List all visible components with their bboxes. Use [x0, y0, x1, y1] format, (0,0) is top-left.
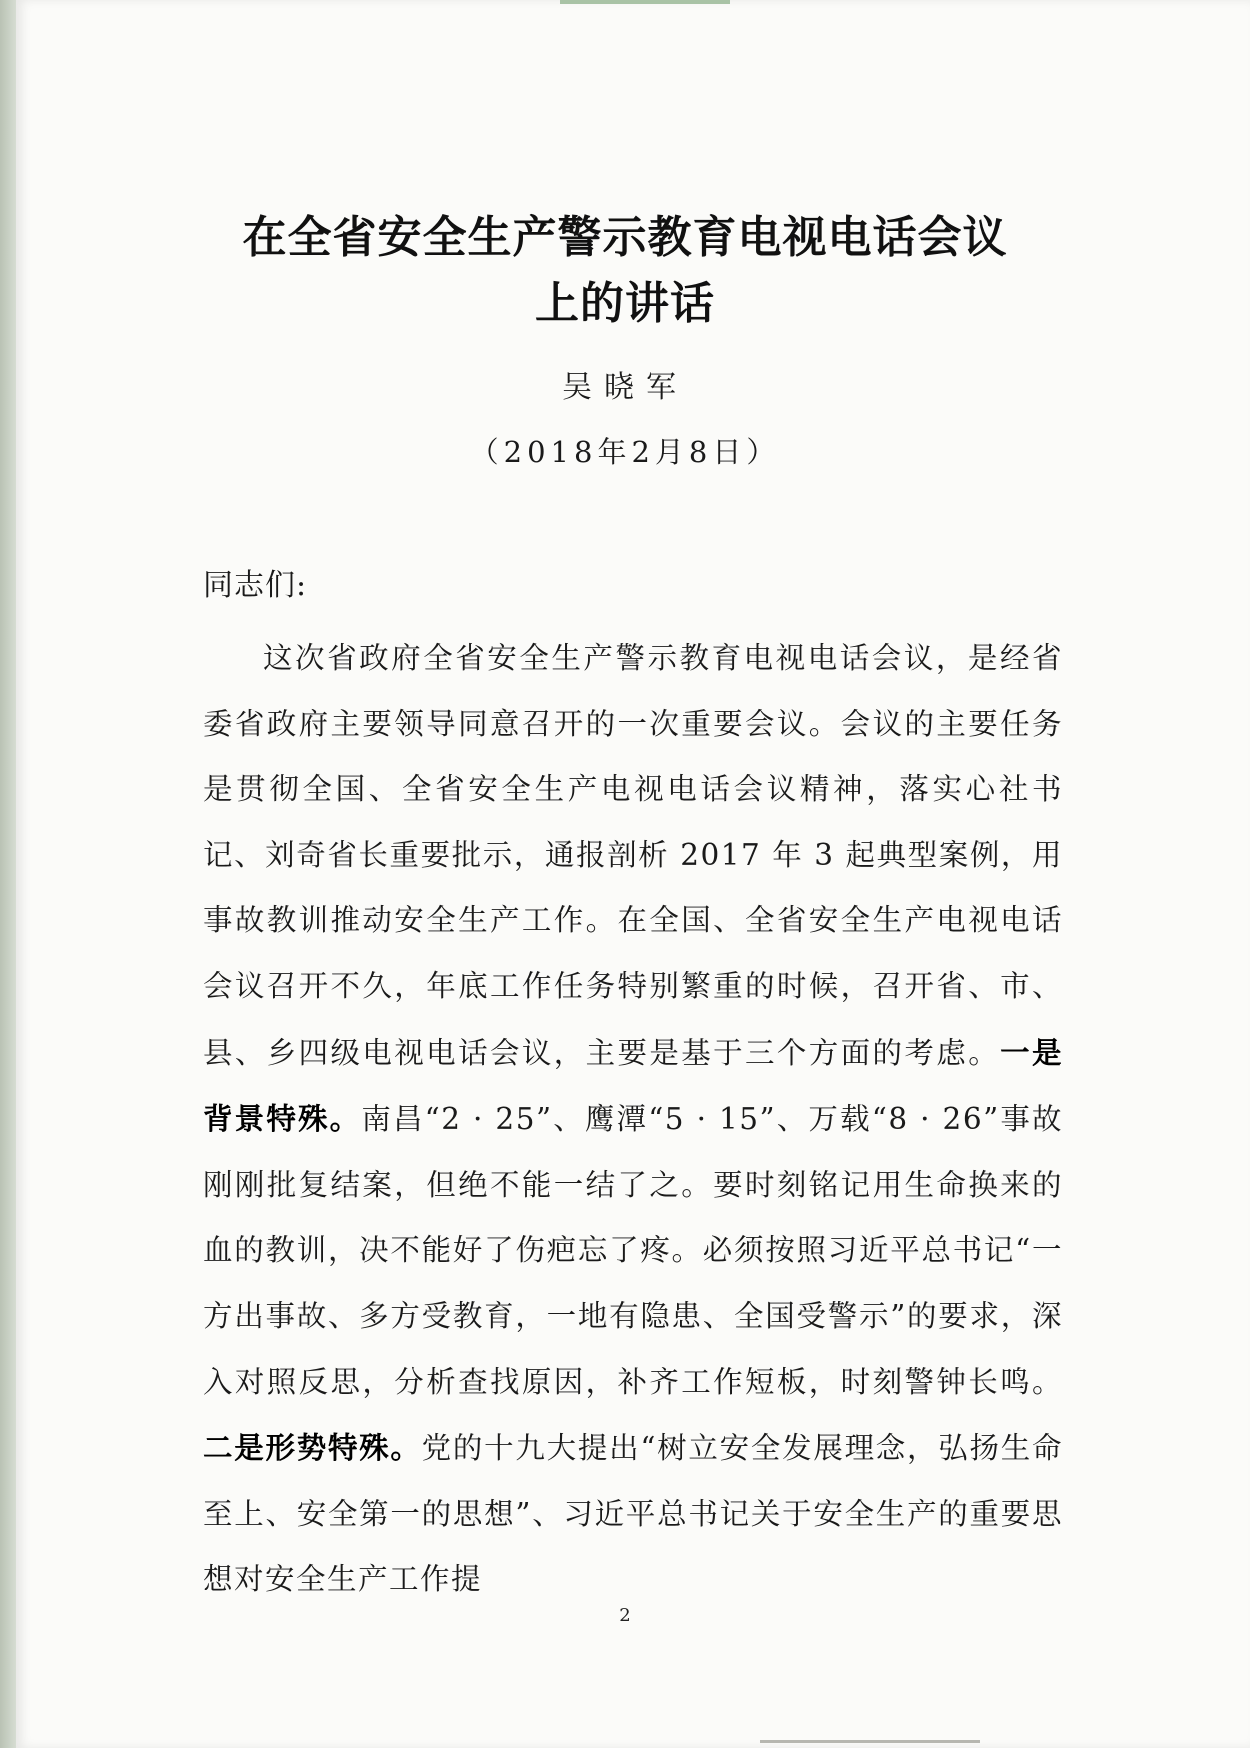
title-line-2: 上的讲话 — [535, 278, 715, 329]
paragraph-text-1: 这次省政府全省安全生产警示教育电视电话会议，是经省委省政府主要领导同意召开的一次重要会议。会议的主要任务是贯彻全国、全省安全生产电视电话会议精神，落实心社书记、刘奇省长重要批示，通报剖析 2017 年 3 起典型案例，用事故教训推动安全生产工作。在全国、全省安全生产电视电话会议召开不久，年底工作任务特别繁重的时候，召开省、市、县、乡四级电视电话会议，主要是基于三个方面的考虑。 — [203, 641, 1063, 1070]
greeting: 同志们: — [203, 568, 308, 603]
author-name: 吴晓军 — [562, 370, 688, 405]
scan-mark-top — [560, 0, 730, 4]
title-line-1: 在全省安全生产警示教育电视电话会议 — [242, 212, 1008, 263]
scan-mark-bottom — [760, 1740, 980, 1743]
paragraph-text-2: 南昌“2 · 25”、鹰潭“5 · 15”、万载“8 · 26”事故刚刚批复结案，但绝不能一结了之。要时刻铭记用生命换来的血的教训，决不能好了伤疤忘了疼。必须按照习近平总书记“一方出事故、多方受教育，一地有隐患、全国受警示”的要求，深入对照反思，分析查找原因，补齐工作短板，时刻警钟长鸣。 — [203, 1102, 1063, 1399]
paragraph-text-3: 党的十九大提出“树立安全发展理念，弘扬生命至上、安全第一的思想”、习近平总书记关于安全生产的重要思想对安全生产工作提 — [203, 1431, 1063, 1597]
bold-point-background: 一是背景特殊。 — [203, 1034, 1063, 1137]
speech-paragraph — [203, 626, 1063, 1613]
document-title — [0, 205, 1250, 337]
bold-point-situation: 二是形势特殊。 — [203, 1430, 422, 1466]
page-number: 2 — [619, 1605, 631, 1626]
speech-date: （2018年2月8日） — [469, 435, 781, 469]
